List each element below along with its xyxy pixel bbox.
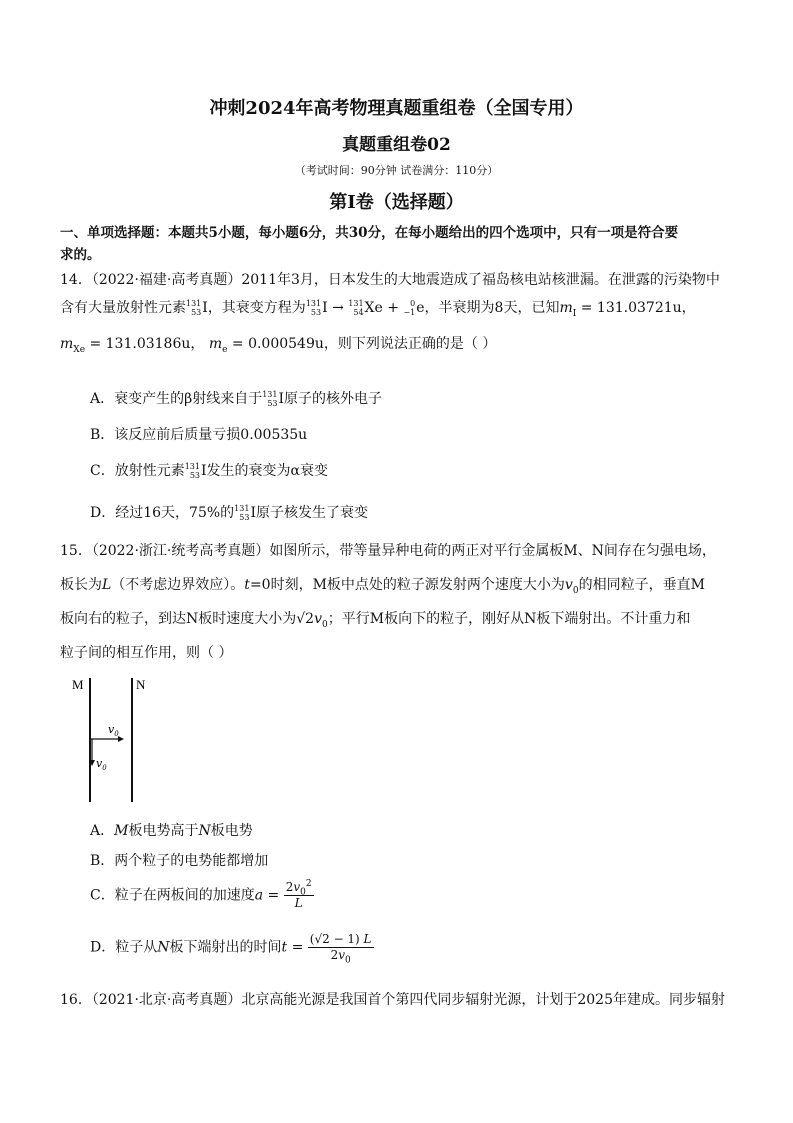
option-14-d[interactable]: D．经过16天，75%的131 53I原子核发生了衰变 <box>90 504 368 522</box>
question-16: 16．（2021·北京·高考真题）北京高能光源是我国首个第四代同步辐射光源，计划于2025年建成。同步辐射 <box>60 992 725 1008</box>
option-15-c[interactable]: C．粒子在两板间的加速度a = $\frac{2v_0^2}{L}$ <box>90 879 312 910</box>
option-14-b[interactable]: B．该反应前后质量亏损0.00535u <box>90 427 308 443</box>
label-m: M <box>72 677 84 692</box>
question-15: 15．（2022·浙江·统考高考真题）如图所示，带等量异种电荷的两正对平行金属板M、N间存在匀强电场， 板长为L（不考虑边界效应）。t=0时刻，M板中点处的粒子源发射两个速度大小为$v_0$的相同粒子，垂直M 板向右的粒子，到达N板时速度大小为$√2v_0$；平行M板向下的粒子，刚好从N板下端射出。不计重力和 粒子间的相互作用，则（ ） <box>60 543 716 661</box>
option-14-a[interactable]: A．衰变产生的β射线来自于131 53I原子的核外电子 <box>90 390 383 408</box>
section-instructions: 一、单项选择题：本题共5小题，每小题6分，共30分，在每小题给出的四个选项中，只有一项是符合要 求的。 <box>60 225 679 263</box>
question-14-line2: 含有大量放射性元素131 53I，其衰变方程为131 53I → 131 54Xe + 0 −1e，半衰期为8天，已知$m_I = 131.03721u$， <box>60 299 696 319</box>
option-15-a[interactable]: A．M板电势高于N板电势 <box>90 823 253 839</box>
part-title: 第I卷（选择题） <box>329 192 464 213</box>
option-14-c[interactable]: C．放射性元素131 53I发生的衰变为α衰变 <box>90 462 328 480</box>
question-14: 14．（2022·福建·高考真题）2011年3月，日本发生的大地震造成了福岛核电站核泄漏。在泄露的污染物中 含有大量放射性元素131 53I，其衰变方程为131 53I → 131 54Xe + 0 −1e，半衰期为8天，已知$m_I = 131.03721u$， $m_{Xe} = 131.03186u$， $m_e = 0.000549u$，则下列说法正确的是（ ） <box>60 266 740 358</box>
exam-info: （考试时间：90分钟 试卷满分：110分） <box>294 164 499 177</box>
velocity-label-down: $v_0$ <box>96 757 107 772</box>
exam-subtitle: 真题重组卷02 <box>342 135 451 155</box>
question-14-line3: $m_{Xe} = 131.03186u$， $m_e = 0.000549u$，则下列说法正确的是（ ） <box>60 336 497 355</box>
arrow-right-head <box>118 736 124 742</box>
label-n: N <box>136 677 146 692</box>
velocity-label-right: $v_0$ <box>108 723 119 738</box>
option-15-d[interactable]: D．粒子从N板下端射出的时间t = $\frac{(√2 - 1) L}{2v_0}$ <box>90 932 372 966</box>
exam-title: 冲刺2024年高考物理真题重组卷（全国专用） <box>209 98 584 119</box>
fraction-time: $\frac{(√2 - 1) L}{2v_0}$ <box>309 932 372 966</box>
plates-diagram <box>70 675 180 805</box>
option-15-b[interactable]: B．两个粒子的电势能都增加 <box>90 853 269 869</box>
nuclide-label: 131 53 <box>186 299 202 317</box>
fraction-acceleration: $\frac{2v_0^2}{L}$ <box>285 879 312 910</box>
